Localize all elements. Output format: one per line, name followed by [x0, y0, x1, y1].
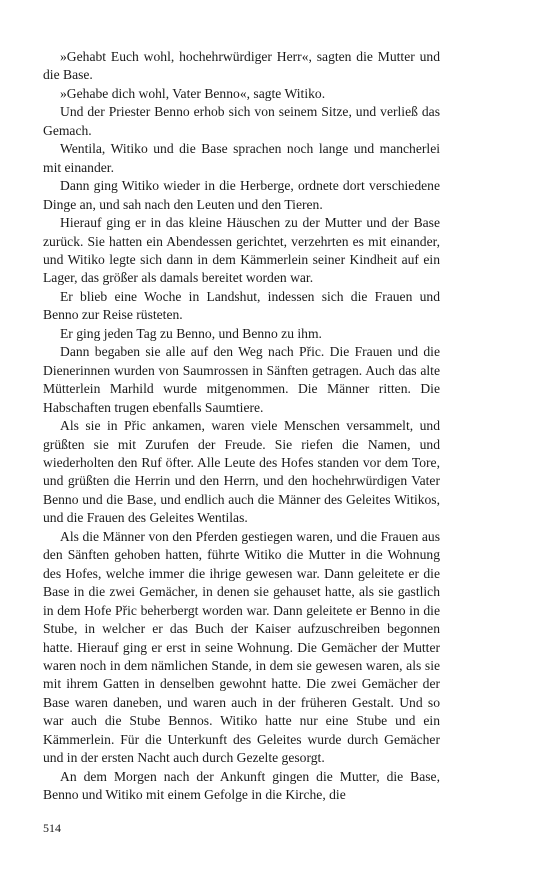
paragraph: »Gehabt Euch wohl, hochehrwürdiger Herr«, sagten die Mutter und die Base. — [43, 49, 440, 83]
book-page-text — [43, 48, 440, 805]
paragraph: Wentila, Witiko und die Base sprachen noch lange und mancherlei mit einander. — [43, 141, 440, 175]
paragraph: Als sie in Přic ankamen, waren viele Menschen versammelt, und grüßten sie mit Zurufen der Freude. Sie riefen die Namen, und wiederholten den Ruf öfter. Alle Leute des Hofes standen vor dem Tore, und grüßten die Herrin und den Herrn, und den hochehrwürdigen Vater Benno und die Base, und endlich auch die Männer des Geleites Witikos, und die Frauen des Geleites Wentilas. — [43, 418, 440, 526]
paragraph: Er ging jeden Tag zu Benno, und Benno zu ihm. — [60, 325, 322, 341]
paragraph: Dann begaben sie alle auf den Weg nach Přic. Die Frauen und die Dienerinnen wurden von Saumrossen in Sänften getragen. Auch das alte Mütterlein Marhild wurde mitgenommen. Die Männer ritten. Die Habschaften trugen ebenfalls Saumtiere. — [43, 344, 440, 415]
paragraph: Dann ging Witiko wieder in die Herberge, ordnete dort verschiedene Dinge an, und sah nach den Leuten und den Tieren. — [43, 178, 440, 212]
paragraph: Als die Männer von den Pferden gestiegen waren, und die Frauen aus den Sänften gehoben hatten, führte Witiko die Mutter in die Wohnung des Hofes, welche immer die ihrige gewesen war. Dann geleitete er die Base in die zwei Gemächer, in denen sie gehauset hatte, als sie gastlich in dem Hofe Přic beherbergt worden war. Dann geleitete er Benno in die Stube, in welcher er das Buch der Kaiser aufzuschreiben begonnen hatte. Hierauf ging er erst in seine Wohnung. Die Gemächer der Mutter waren noch in dem nämlichen Stande, in dem sie gewesen waren, als sie mit ihrem Gatten in denselben gewohnt hatte. Die zwei Gemächer der Base waren daneben, und waren auch in der früheren Gestalt. Und so war auch die Stube Bennos. Witiko hatte nur eine Stube und ein Kämmerlein. Für die Unterkunft des Geleites wurde durch Gemächer und in der ersten Nacht auch durch Gezelte gesorgt. — [43, 528, 440, 766]
paragraph: Hierauf ging er in das kleine Häuschen zu der Mutter und der Base zurück. Sie hatten ein Abendessen gerichtet, verzehrten es mit einander, und Witiko legte sich dann in dem Kämmerlein seiner Kindheit auf ein Lager, das größer als damals bereitet worden war. — [43, 215, 440, 286]
page-number: 514 — [43, 821, 61, 835]
paragraph: Und der Priester Benno erhob sich von seinem Sitze, und verließ das Gemach. — [43, 104, 440, 138]
paragraph: »Gehabe dich wohl, Vater Benno«, sagte Witiko. — [60, 85, 326, 101]
paragraph: Er blieb eine Woche in Landshut, indessen sich die Frauen und Benno zur Reise rüsteten. — [43, 288, 440, 323]
paragraph: An dem Morgen nach der Ankunft gingen die Mutter, die Base, Benno und Witiko mit einem Gefolge in die Kirche, die — [43, 768, 440, 803]
